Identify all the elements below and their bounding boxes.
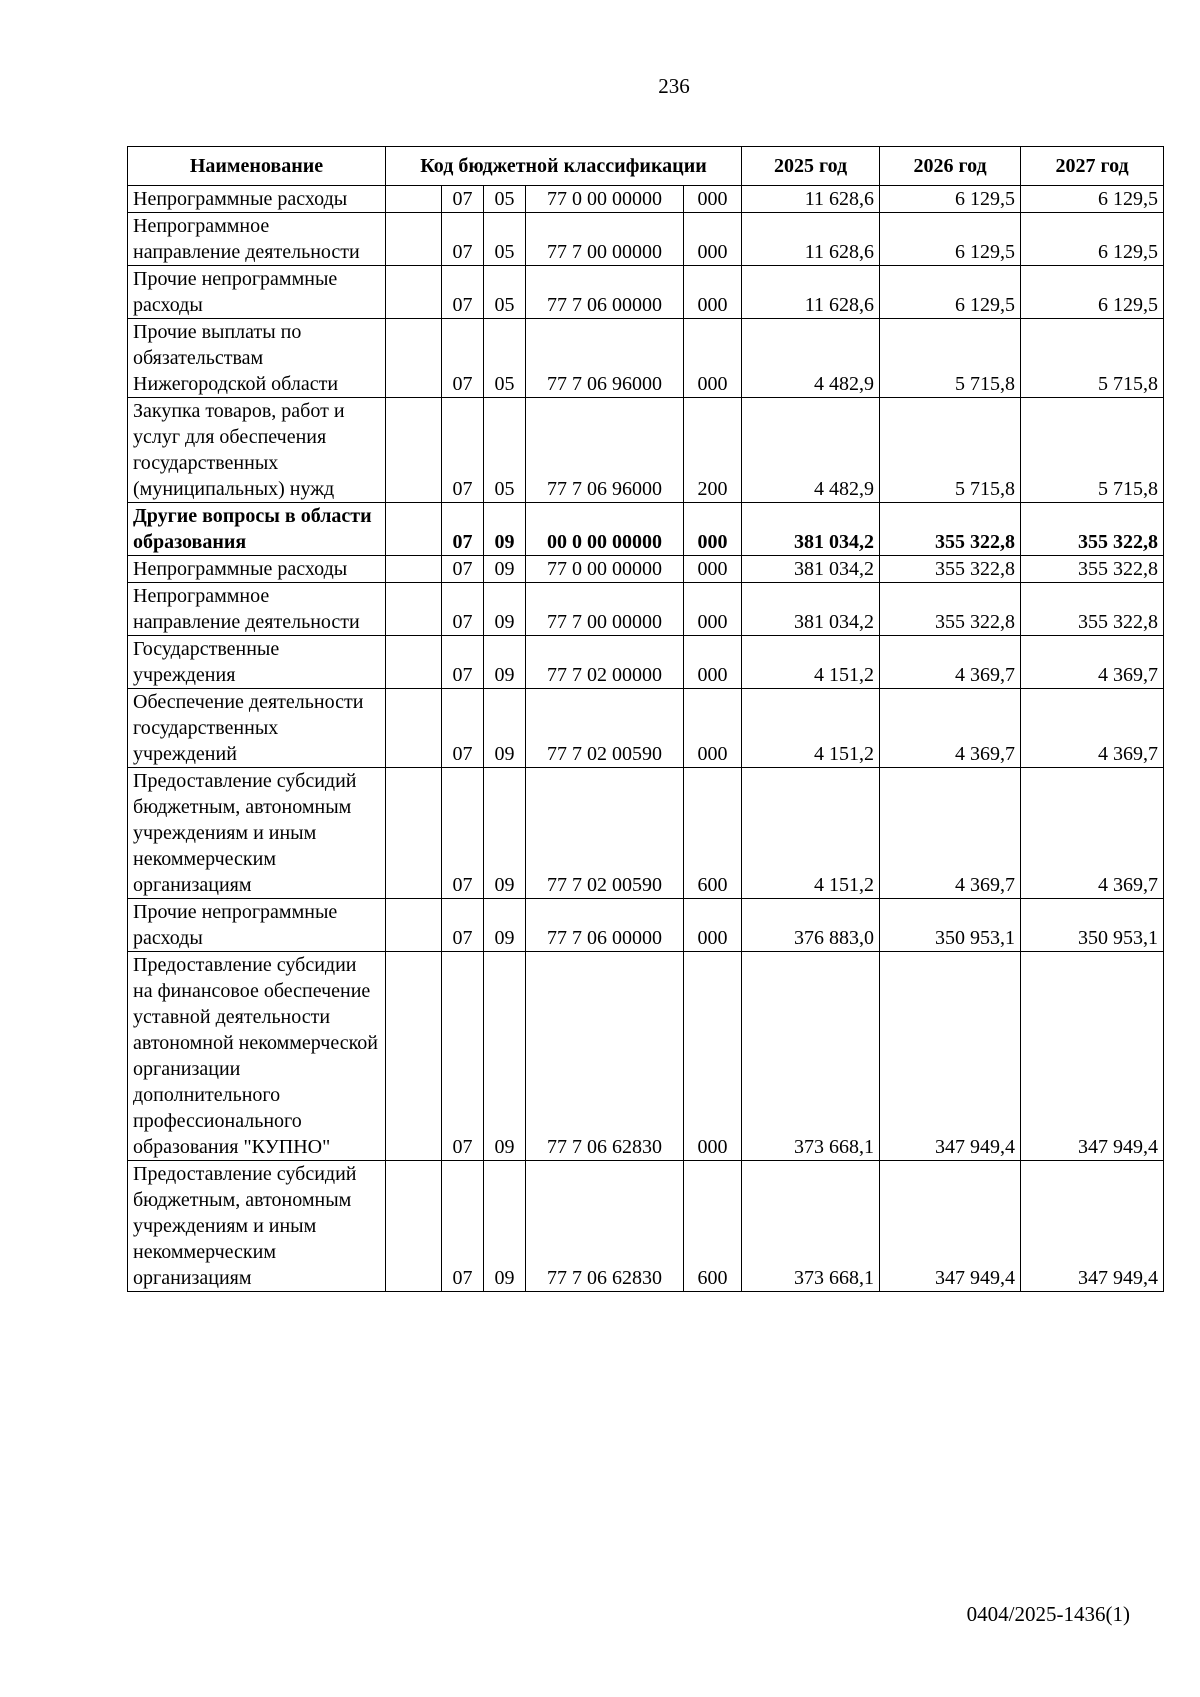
row-blank <box>386 186 442 213</box>
row-expense-type: 000 <box>684 556 742 583</box>
row-value-2025: 11 628,6 <box>742 266 880 319</box>
row-value-2026: 347 949,4 <box>880 952 1021 1161</box>
row-section: 07 <box>442 266 484 319</box>
row-subsection: 09 <box>484 583 526 636</box>
row-subsection: 05 <box>484 186 526 213</box>
row-subsection: 09 <box>484 556 526 583</box>
table-row <box>128 319 1164 398</box>
row-target-article: 00 0 00 00000 <box>526 503 684 556</box>
row-expense-type: 000 <box>684 503 742 556</box>
row-subsection: 05 <box>484 319 526 398</box>
row-target-article: 77 7 02 00590 <box>526 689 684 768</box>
table-row <box>128 186 1164 213</box>
table-row <box>128 213 1164 266</box>
row-value-2025: 4 151,2 <box>742 768 880 899</box>
row-name: Предоставление субсидии на финансовое обеспечение уставной деятельности автономной некоммерческой организации дополнительного профессионального образования "КУПНО" <box>128 952 386 1161</box>
row-subsection: 09 <box>484 899 526 952</box>
table-row <box>128 398 1164 503</box>
row-value-2027: 355 322,8 <box>1021 583 1164 636</box>
row-subsection: 09 <box>484 1161 526 1292</box>
row-value-2026: 355 322,8 <box>880 503 1021 556</box>
row-value-2026: 6 129,5 <box>880 213 1021 266</box>
row-section: 07 <box>442 899 484 952</box>
table-row <box>128 952 1164 1161</box>
row-subsection: 05 <box>484 398 526 503</box>
row-section: 07 <box>442 186 484 213</box>
row-subsection: 05 <box>484 266 526 319</box>
row-value-2026: 355 322,8 <box>880 556 1021 583</box>
row-expense-type: 200 <box>684 398 742 503</box>
row-target-article: 77 7 06 62830 <box>526 1161 684 1292</box>
page-number: 236 <box>658 74 690 98</box>
table-row <box>128 1161 1164 1292</box>
row-expense-type: 000 <box>684 319 742 398</box>
row-section: 07 <box>442 689 484 768</box>
row-subsection: 09 <box>484 689 526 768</box>
row-value-2025: 11 628,6 <box>742 213 880 266</box>
table-row <box>128 899 1164 952</box>
row-value-2027: 355 322,8 <box>1021 556 1164 583</box>
table-row <box>128 583 1164 636</box>
header-2027: 2027 год <box>1021 147 1164 186</box>
row-expense-type: 000 <box>684 213 742 266</box>
row-value-2026: 355 322,8 <box>880 583 1021 636</box>
row-blank <box>386 899 442 952</box>
row-name: Другие вопросы в области образования <box>128 503 386 556</box>
table-row <box>128 768 1164 899</box>
row-value-2027: 6 129,5 <box>1021 213 1164 266</box>
row-value-2027: 347 949,4 <box>1021 1161 1164 1292</box>
row-name: Прочие непрограммные расходы <box>128 899 386 952</box>
row-target-article: 77 7 06 96000 <box>526 319 684 398</box>
row-target-article: 77 0 00 00000 <box>526 556 684 583</box>
row-target-article: 77 0 00 00000 <box>526 186 684 213</box>
row-value-2027: 6 129,5 <box>1021 186 1164 213</box>
row-expense-type: 600 <box>684 768 742 899</box>
row-name: Закупка товаров, работ и услуг для обеспечения государственных (муниципальных) нужд <box>128 398 386 503</box>
row-value-2026: 5 715,8 <box>880 398 1021 503</box>
row-value-2025: 381 034,2 <box>742 583 880 636</box>
budget-table <box>127 146 1164 1292</box>
row-name: Прочие выплаты по обязательствам Нижегородской области <box>128 319 386 398</box>
row-section: 07 <box>442 503 484 556</box>
row-blank <box>386 1161 442 1292</box>
row-blank <box>386 556 442 583</box>
table-row <box>128 503 1164 556</box>
row-expense-type: 000 <box>684 689 742 768</box>
row-value-2027: 4 369,7 <box>1021 636 1164 689</box>
row-value-2027: 355 322,8 <box>1021 503 1164 556</box>
row-value-2025: 376 883,0 <box>742 899 880 952</box>
row-name: Прочие непрограммные расходы <box>128 266 386 319</box>
row-value-2025: 4 151,2 <box>742 689 880 768</box>
row-value-2027: 4 369,7 <box>1021 689 1164 768</box>
row-section: 07 <box>442 556 484 583</box>
row-name: Обеспечение деятельности государственных учреждений <box>128 689 386 768</box>
row-expense-type: 000 <box>684 266 742 319</box>
row-value-2027: 350 953,1 <box>1021 899 1164 952</box>
row-target-article: 77 7 02 00000 <box>526 636 684 689</box>
row-value-2027: 5 715,8 <box>1021 319 1164 398</box>
row-section: 07 <box>442 768 484 899</box>
row-name: Предоставление субсидий бюджетным, автономным учреждениям и иным некоммерческим организациям <box>128 1161 386 1292</box>
table-row <box>128 556 1164 583</box>
row-value-2026: 6 129,5 <box>880 186 1021 213</box>
row-blank <box>386 213 442 266</box>
row-section: 07 <box>442 213 484 266</box>
row-blank <box>386 636 442 689</box>
row-name: Непрограммные расходы <box>128 556 386 583</box>
row-value-2027: 347 949,4 <box>1021 952 1164 1161</box>
row-value-2026: 4 369,7 <box>880 768 1021 899</box>
row-section: 07 <box>442 1161 484 1292</box>
row-blank <box>386 503 442 556</box>
row-target-article: 77 7 06 96000 <box>526 398 684 503</box>
row-name: Предоставление субсидий бюджетным, автономным учреждениям и иным некоммерческим организациям <box>128 768 386 899</box>
row-name: Непрограммное направление деятельности <box>128 213 386 266</box>
table-row <box>128 636 1164 689</box>
header-code: Код бюджетной классификации <box>386 147 742 186</box>
row-blank <box>386 689 442 768</box>
row-value-2025: 381 034,2 <box>742 503 880 556</box>
row-subsection: 05 <box>484 213 526 266</box>
row-expense-type: 000 <box>684 186 742 213</box>
row-target-article: 77 7 06 00000 <box>526 899 684 952</box>
row-value-2025: 373 668,1 <box>742 1161 880 1292</box>
row-section: 07 <box>442 398 484 503</box>
row-value-2026: 4 369,7 <box>880 689 1021 768</box>
row-name: Непрограммное направление деятельности <box>128 583 386 636</box>
row-blank <box>386 398 442 503</box>
row-name: Непрограммные расходы <box>128 186 386 213</box>
row-section: 07 <box>442 636 484 689</box>
row-value-2026: 5 715,8 <box>880 319 1021 398</box>
row-expense-type: 000 <box>684 636 742 689</box>
row-target-article: 77 7 00 00000 <box>526 583 684 636</box>
table-header-row <box>128 147 1164 186</box>
row-target-article: 77 7 02 00590 <box>526 768 684 899</box>
row-value-2025: 4 151,2 <box>742 636 880 689</box>
header-name: Наименование <box>128 147 386 186</box>
row-value-2026: 350 953,1 <box>880 899 1021 952</box>
row-value-2026: 4 369,7 <box>880 636 1021 689</box>
row-blank <box>386 266 442 319</box>
table-row <box>128 266 1164 319</box>
row-value-2026: 6 129,5 <box>880 266 1021 319</box>
row-section: 07 <box>442 952 484 1161</box>
row-subsection: 09 <box>484 768 526 899</box>
row-value-2026: 347 949,4 <box>880 1161 1021 1292</box>
row-value-2027: 6 129,5 <box>1021 266 1164 319</box>
row-subsection: 09 <box>484 636 526 689</box>
row-value-2027: 4 369,7 <box>1021 768 1164 899</box>
header-2025: 2025 год <box>742 147 880 186</box>
row-section: 07 <box>442 319 484 398</box>
row-blank <box>386 583 442 636</box>
row-expense-type: 000 <box>684 952 742 1161</box>
row-expense-type: 000 <box>684 583 742 636</box>
row-value-2025: 373 668,1 <box>742 952 880 1161</box>
row-value-2025: 381 034,2 <box>742 556 880 583</box>
header-2026: 2026 год <box>880 147 1021 186</box>
row-target-article: 77 7 06 00000 <box>526 266 684 319</box>
row-value-2025: 4 482,9 <box>742 398 880 503</box>
table-row <box>128 689 1164 768</box>
row-blank <box>386 768 442 899</box>
row-expense-type: 600 <box>684 1161 742 1292</box>
row-value-2025: 4 482,9 <box>742 319 880 398</box>
row-value-2025: 11 628,6 <box>742 186 880 213</box>
row-subsection: 09 <box>484 503 526 556</box>
row-blank <box>386 952 442 1161</box>
row-name: Государственные учреждения <box>128 636 386 689</box>
row-section: 07 <box>442 583 484 636</box>
row-target-article: 77 7 00 00000 <box>526 213 684 266</box>
row-expense-type: 000 <box>684 899 742 952</box>
row-value-2027: 5 715,8 <box>1021 398 1164 503</box>
row-blank <box>386 319 442 398</box>
row-target-article: 77 7 06 62830 <box>526 952 684 1161</box>
row-subsection: 09 <box>484 952 526 1161</box>
document-code: 0404/2025-1436(1) <box>966 1602 1130 1626</box>
